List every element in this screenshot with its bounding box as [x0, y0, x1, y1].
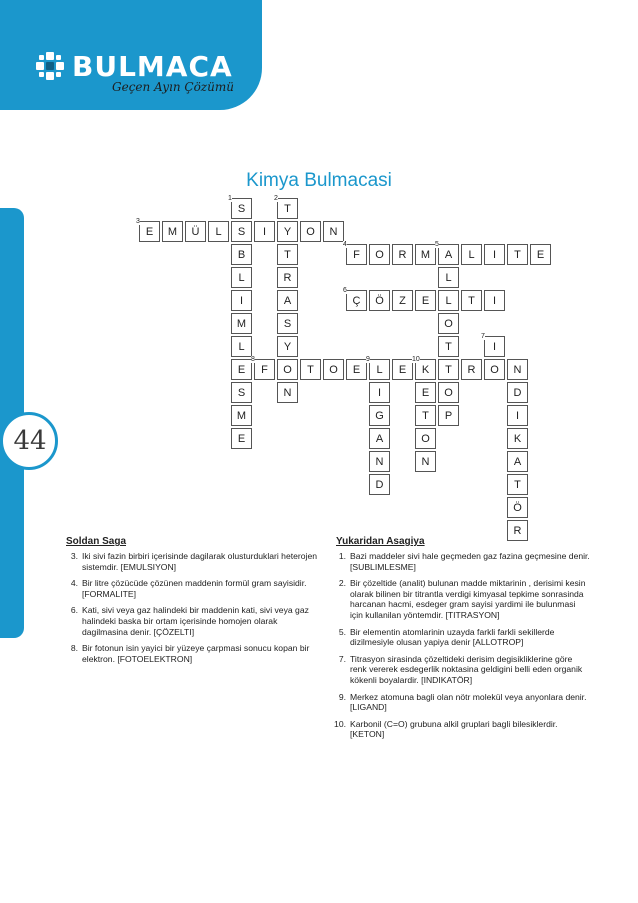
clue-item [58, 643, 324, 664]
across-clues [58, 551, 324, 670]
clue-item-number: 9. [338, 691, 346, 702]
clue-item-number: 5. [338, 626, 346, 637]
crossword-cell: O [484, 359, 505, 380]
across-heading: Soldan Saga [66, 536, 127, 547]
crossword-cell: I [254, 221, 275, 242]
crossword-cell: I [507, 405, 528, 426]
clue-item [326, 627, 590, 648]
crossword-cell: T [461, 290, 482, 311]
crossword-cell: I [369, 382, 390, 403]
crossword-cell: N [323, 221, 344, 242]
clue-number: 6 [343, 287, 347, 294]
crossword-cell: S [231, 382, 252, 403]
crossword-cell: N [415, 451, 436, 472]
clue-item [326, 692, 590, 713]
clue-item [58, 578, 324, 599]
clue-item-number: 10. [334, 718, 346, 729]
crossword-cell: T [277, 198, 298, 219]
clue-item [326, 551, 590, 572]
crossword-cell: T [277, 244, 298, 265]
down-heading: Yukaridan Asagiya [336, 536, 425, 547]
clue-item-text: Bir fotonun isin yayici bir yüzeye çarpmasi sonucu kopan bir elektron. [FOTOELEKTRON] [82, 643, 310, 664]
clue-item-number: 3. [70, 551, 78, 561]
crossword-cell: K [415, 359, 436, 380]
clue-number: 4 [343, 241, 347, 248]
clue-item-text: Bir çözeltide (analit) bulunan madde miktarinin , derisimi kesin olarak bilinen bir titrantla verdigi kimyasal tepkime sonrasinda harcanan hacmi, esdeger gram sayisi yardimi ile bulunmasi için kullanilan yöntemdir. [TITRASYON] [350, 578, 586, 620]
clue-number: 8 [251, 356, 255, 363]
crossword-cell: I [484, 336, 505, 357]
crossword-cell: Ç [346, 290, 367, 311]
crossword-cell: N [507, 359, 528, 380]
crossword-cell: E [530, 244, 551, 265]
crossword-cell: T [415, 405, 436, 426]
clue-item-text: Iki sivi fazin birbiri içerisinde dagilarak olusturduklari heterojen sistemdir. [EMULSIYON] [82, 551, 318, 572]
crossword-cell: E [231, 359, 252, 380]
clue-number: 1 [228, 195, 232, 202]
clue-item [58, 605, 324, 637]
clue-item-number: 1. [338, 551, 346, 561]
crossword-cell: L [438, 290, 459, 311]
crossword-cell: T [438, 359, 459, 380]
crossword-cell: M [162, 221, 183, 242]
clue-item [58, 551, 324, 572]
clue-item-text: Titrasyon sirasinda çözeltideki derisim degisikliklerine göre renk vererek esdegerlik noktasina geldigini belli eden organik kökenli boyalardir. [INDIKATÖR] [350, 653, 583, 685]
header-banner [0, 0, 262, 110]
crossword-cell: Z [392, 290, 413, 311]
crossword-cell: O [415, 428, 436, 449]
crossword-cell: A [507, 451, 528, 472]
crossword-cell: I [484, 244, 505, 265]
crossword-cell: F [254, 359, 275, 380]
down-clues [326, 551, 590, 746]
crossword-cell: M [231, 405, 252, 426]
crossword-cell: E [139, 221, 160, 242]
crossword-cell: F [346, 244, 367, 265]
crossword-cell: R [392, 244, 413, 265]
crossword-cell: O [300, 221, 321, 242]
crossword-cell: L [208, 221, 229, 242]
clue-item-number: 4. [70, 578, 78, 589]
crossword-cell: T [438, 336, 459, 357]
clue-item-text: Kati, sivi veya gaz halindeki bir maddenin kati, sivi veya gaz halindeki baska bir ortam içerisinde homojen olarak dagilmasina denir. [ÇÖZELTI] [82, 605, 309, 637]
crossword-cell: R [277, 267, 298, 288]
crossword-cell: N [277, 382, 298, 403]
crossword-cell: O [277, 359, 298, 380]
crossword-cell: L [231, 336, 252, 357]
clue-item-text: Karbonil (C=O) grubuna alkil gruplari bagli bilesiklerdir. [KETON] [350, 718, 558, 740]
crossword-cell: I [231, 290, 252, 311]
clue-number: 10 [412, 356, 420, 363]
crossword-cell: S [231, 198, 252, 219]
crossword-cell: E [346, 359, 367, 380]
clue-item [326, 578, 590, 620]
page-number-badge: 44 [0, 412, 58, 470]
crossword-cell: E [231, 428, 252, 449]
crossword-cell: E [415, 382, 436, 403]
crossword-cell: S [277, 313, 298, 334]
crossword-cell: D [507, 382, 528, 403]
clue-item-number: 7. [338, 653, 346, 664]
clue-item-text: Bir litre çözücüde çözünen maddenin formül gram sayisidir. [FORMALITE] [82, 578, 307, 599]
crossword-cell: B [231, 244, 252, 265]
clue-item [326, 654, 590, 686]
crossword-cell: N [369, 451, 390, 472]
crossword-cell: O [323, 359, 344, 380]
clue-item-text: Bir elementin atomlarinin uzayda farkli farkli sekillerde dizilmesiyle olusan yapiya denir [ALLOTROP] [350, 626, 555, 648]
clue-item-text: Bazi maddeler sivi hale geçmeden gaz fazina geçmesine denir. [SUBLIMLESME] [350, 551, 590, 572]
puzzle-logo-icon [34, 50, 66, 82]
crossword-cell: O [438, 313, 459, 334]
clue-number: 9 [366, 356, 370, 363]
crossword-cell: G [369, 405, 390, 426]
crossword-cell: L [369, 359, 390, 380]
crossword-cell: E [415, 290, 436, 311]
crossword-cell: R [461, 359, 482, 380]
crossword-cell: A [438, 244, 459, 265]
clue-number: 3 [136, 218, 140, 225]
header-subtitle: Geçen Ayın Çözümü [112, 80, 234, 94]
crossword-cell: Y [277, 221, 298, 242]
crossword-cell: T [300, 359, 321, 380]
crossword-cell: S [231, 221, 252, 242]
crossword-cell: L [438, 267, 459, 288]
clue-number: 2 [274, 195, 278, 202]
crossword-cell: T [507, 244, 528, 265]
clue-item-number: 8. [70, 643, 78, 654]
crossword-cell: E [392, 359, 413, 380]
crossword-cell: M [415, 244, 436, 265]
crossword-cell: T [507, 474, 528, 495]
crossword-cell: A [277, 290, 298, 311]
crossword-cell: Y [277, 336, 298, 357]
crossword-cell: L [231, 267, 252, 288]
clue-number: 5 [435, 241, 439, 248]
crossword-cell: O [438, 382, 459, 403]
page-title: Kimya Bulmacasi [246, 170, 392, 191]
clue-number: 7 [481, 333, 485, 340]
crossword-cell: D [369, 474, 390, 495]
crossword-cell: I [484, 290, 505, 311]
clue-item-number: 2. [338, 578, 346, 589]
crossword-cell: K [507, 428, 528, 449]
crossword-cell: R [507, 520, 528, 541]
crossword-cell: M [231, 313, 252, 334]
crossword-cell: O [369, 244, 390, 265]
crossword-cell: L [461, 244, 482, 265]
crossword-cell: A [369, 428, 390, 449]
clue-item [326, 719, 590, 740]
clue-item-number: 6. [70, 605, 78, 616]
crossword-cell: Ö [507, 497, 528, 518]
crossword-cell: Ü [185, 221, 206, 242]
logo-wordmark: BULMACA [72, 50, 233, 83]
crossword-cell: Ö [369, 290, 390, 311]
clue-item-text: Merkez atomuna bagli olan nötr molekül veya anyonlara denir. [LIGAND] [350, 691, 587, 713]
crossword-cell: P [438, 405, 459, 426]
